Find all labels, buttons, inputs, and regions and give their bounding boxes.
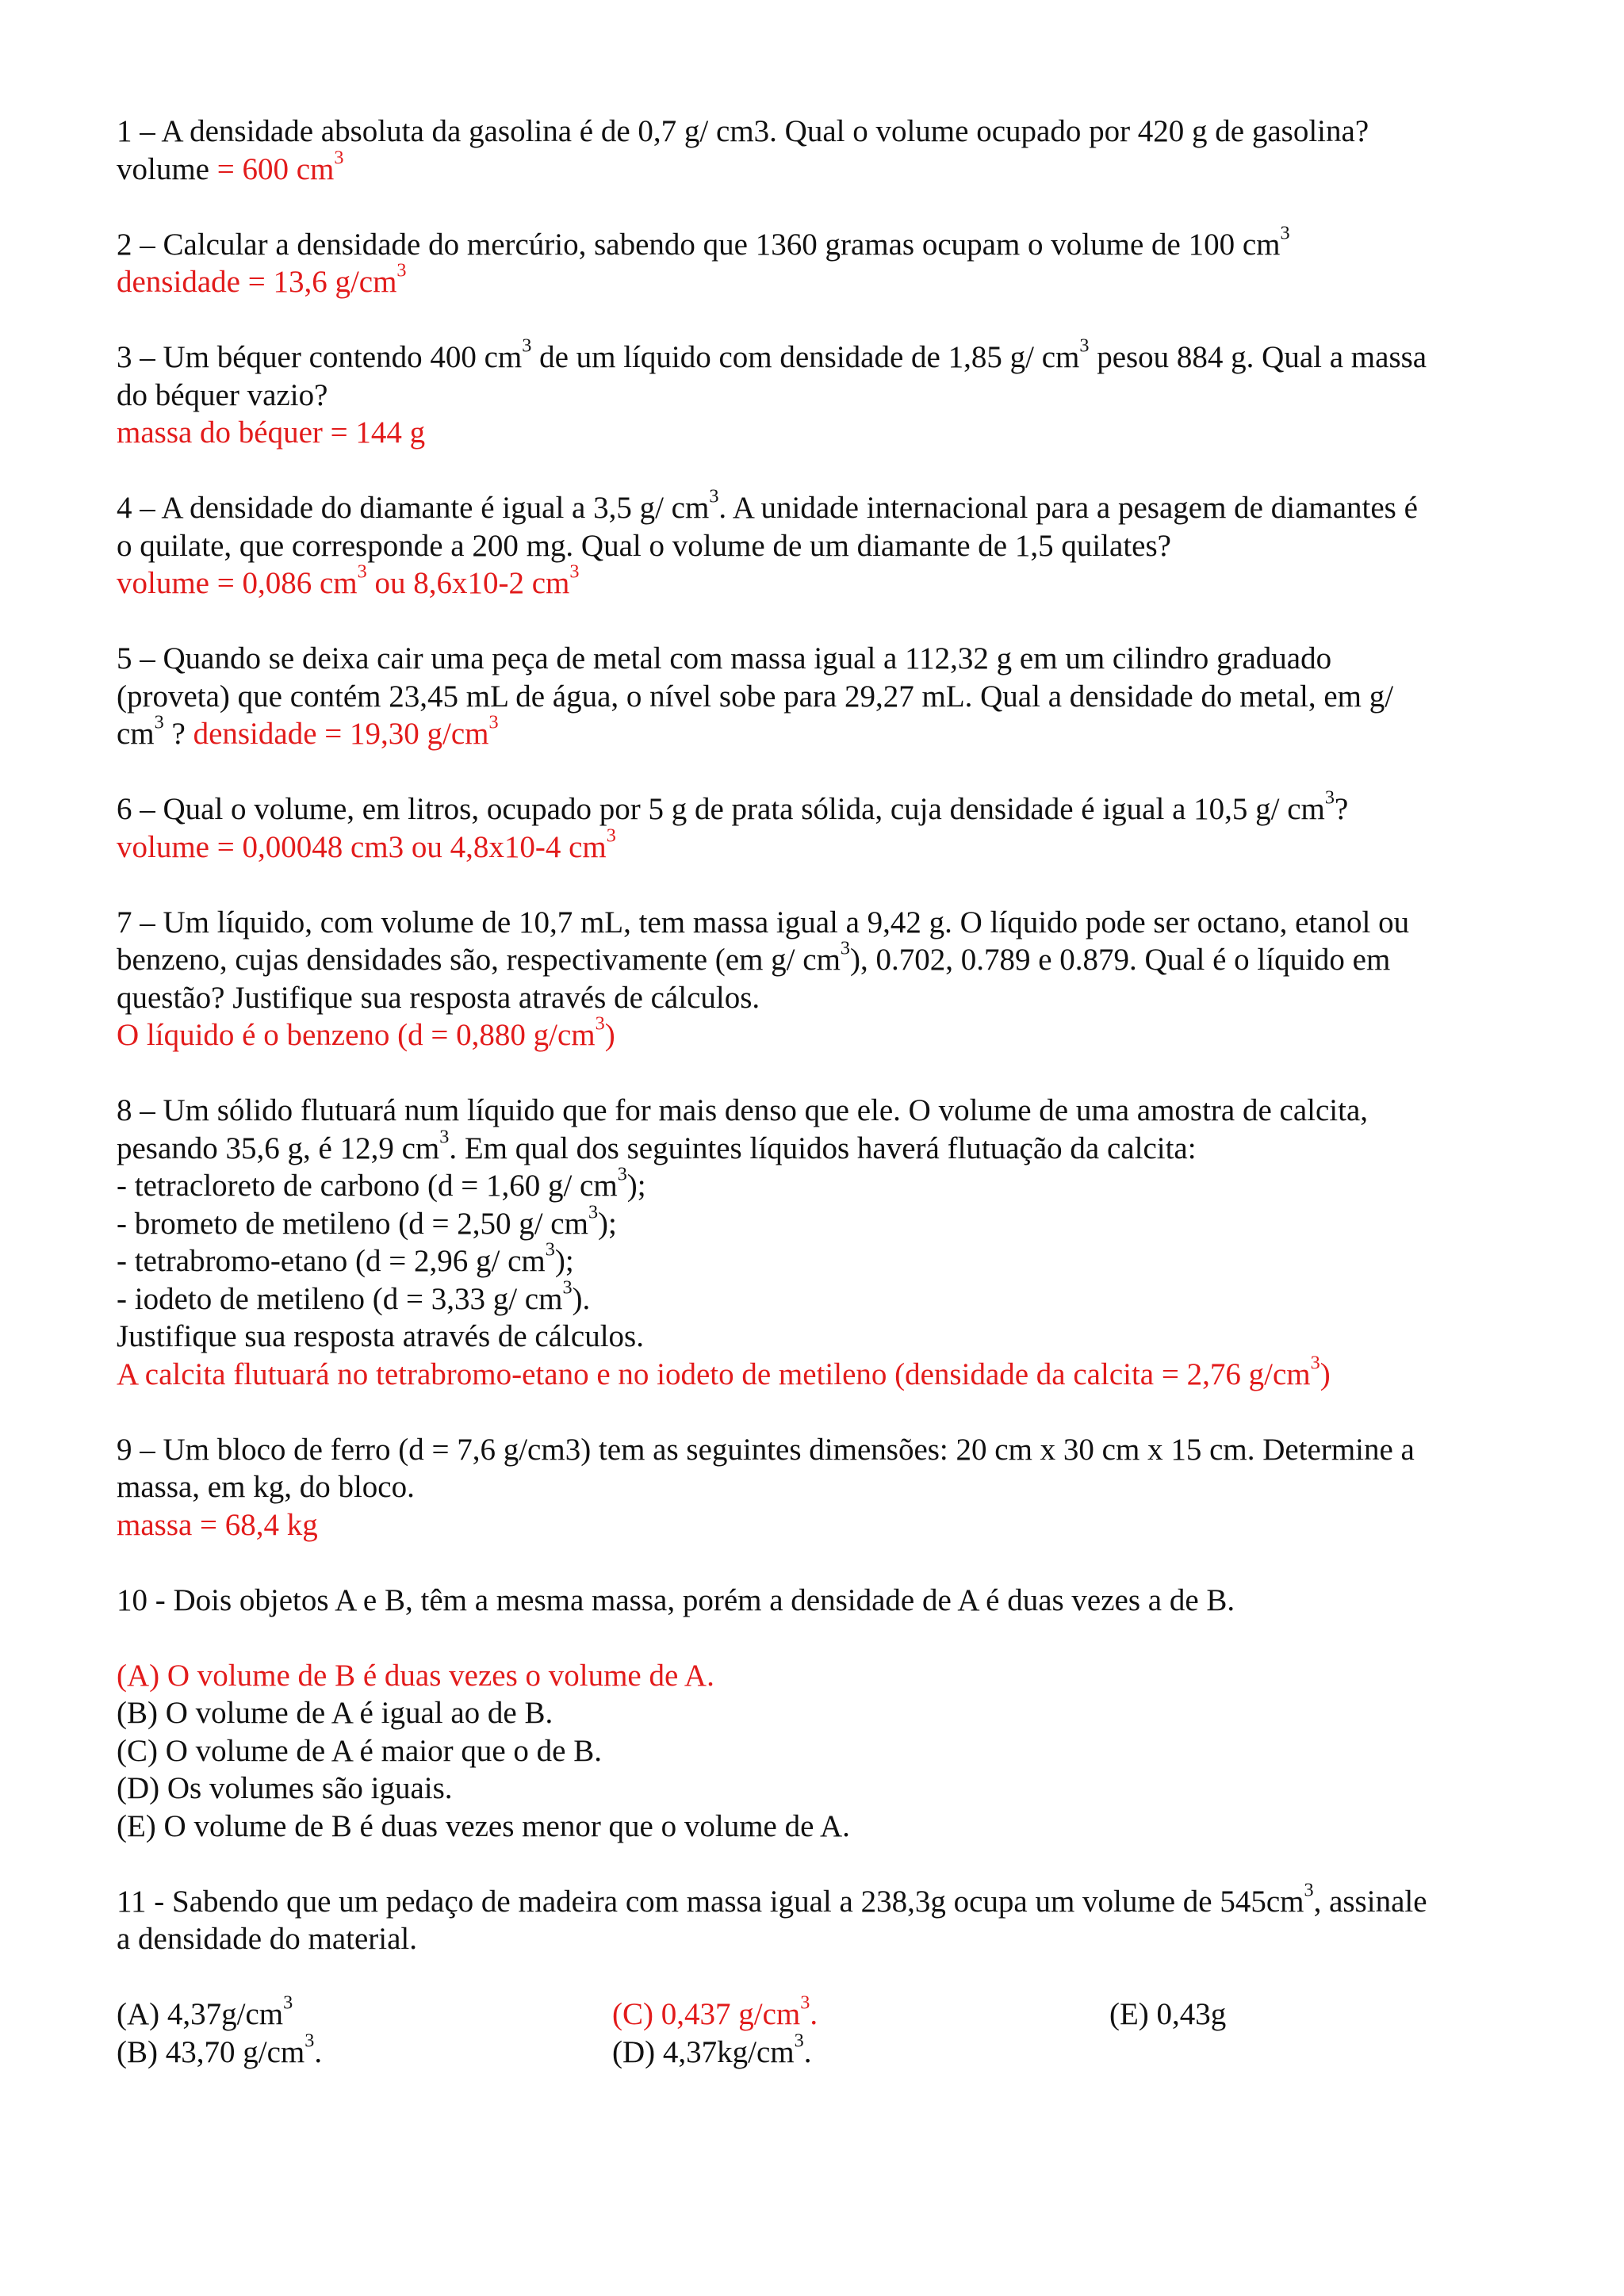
question-5-answer-line: $cm^3$ ? densidade = 19,30 $g/cm^3$ [117,711,499,751]
option-d: (D) $4,37kg/cm^3$. [612,2030,812,2069]
question-3-text: 3 – Um béquer contendo 400 $cm^3$ de um líquido com densidade de 1,85 g/ $cm^3$ pesou 884 g. Qual a massa [117,335,1427,374]
question-5 [117,640,1512,753]
question-6 [117,786,1512,866]
question-9-answer: massa = 68,4 kg [117,1507,318,1542]
question-1-answer: volume = 600 $cm^3$ [117,147,344,186]
question-5-text: 5 – Quando se deixa cair uma peça de metal com massa igual a 112,32 g em um cilindro graduado [117,641,1332,675]
option-a-correct: (A) O volume de B é duas vezes o volume de A. [117,1658,714,1693]
option-d: (D) Os volumes são iguais. [117,1771,453,1805]
question-10-text: 10 - Dois objetos A e B, têm a mesma massa, porém a densidade de A é duas vezes a de B. [117,1582,1235,1617]
question-3-answer: massa do béquer = 144 g [117,415,426,450]
question-2-text: 2 – Calcular a densidade do mercúrio, sabendo que 1360 gramas ocupam o volume de 100 $cm^3$ [117,222,1290,262]
question-2-answer: densidade = 13,6 $g/cm^3$ [117,259,407,299]
question-4 [117,485,1512,603]
option-e: (E) O volume de B é duas vezes menor que o volume de A. [117,1808,850,1843]
question-5-answer: densidade = 19,30 $g/cm^3$ [193,711,499,751]
option-e: (E) 0,43g [1109,1997,1227,2031]
question-7-text-end: questão? Justifique sua resposta através de cálculos. [117,980,760,1015]
question-6-answer: volume = 0,00048 cm3 ou 4,8x10-4 $cm^3$ [117,825,616,864]
question-3 [117,335,1512,452]
list-item: - brometo de metileno (d = 2,50 g/ $cm^3$); [117,1201,617,1241]
list-item: - tetracloreto de carbono (d = 1,60 g/ $cm^3$); [117,1163,646,1203]
question-10-options [117,1657,1512,1846]
list-item: - tetrabromo-etano (d = 2,96 g/ $cm^3$); [117,1238,574,1278]
question-7-text-cont: benzeno, cujas densidades são, respectivamente (em g/ $cm^3$), 0.702, 0.789 e 0.879. Qual é o líquido em [117,937,1391,977]
question-8-answer: A calcita flutuará no tetrabromo-etano e no iodeto de metileno (densidade da calcita = 2,76 $g/cm^3$) [117,1352,1331,1391]
option-b: (B) 43,70 $g/cm^3$. [117,2030,323,2069]
option-c: (C) O volume de A é maior que o de B. [117,1733,602,1768]
question-7 [117,904,1512,1054]
question-11-options [117,1992,1512,2071]
list-item: - iodeto de metileno (d = 3,33 g/ $cm^3$). [117,1276,591,1316]
question-8 [117,1092,1512,1393]
question-3-text-cont: do béquer vazio? [117,377,328,412]
question-10 [117,1582,1512,1620]
question-9-text: 9 – Um bloco de ferro (d = 7,6 g/cm3) tem as seguintes dimensões: 20 cm x 30 cm x 15 cm. Determine a [117,1432,1415,1467]
option-a: (A) $4,37g/cm^3$ [117,1992,293,2031]
exercise-page [117,113,1512,2071]
question-9 [117,1431,1512,1544]
question-9-text-cont: massa, em kg, do bloco. [117,1470,415,1504]
question-11-text: 11 - Sabendo que um pedaço de madeira com massa igual a 238,3g ocupa um volume de $545cm^3$, assinale [117,1879,1427,1919]
question-4-text: 4 – A densidade do diamante é igual a 3,5 g/ $cm^3$. A unidade internacional para a pesagem de diamantes é [117,485,1418,525]
option-c-correct: (C) 0,437 $g/cm^3$. [612,1992,818,2031]
question-11 [117,1879,1512,1958]
question-2 [117,222,1512,301]
question-8-instruction: Justifique sua resposta através de cálculos. [117,1319,644,1353]
question-1 [117,113,1512,188]
option-b: (B) O volume de A é igual ao de B. [117,1696,553,1730]
question-1-text: 1 – A densidade absoluta da gasolina é de 0,7 g/ cm3. Qual o volume ocupado por 420 g de gasolina? [117,114,1369,148]
question-7-text: 7 – Um líquido, com volume de 10,7 mL, tem massa igual a 9,42 g. O líquido pode ser octano, etanol ou [117,905,1410,939]
question-6-text: 6 – Qual o volume, em litros, ocupado por 5 g de prata sólida, cuja densidade é igual a 10,5 g/ $cm^3$? [117,786,1349,826]
question-8-text-cont: pesando 35,6 g, é 12,9 $cm^3$. Em qual dos seguintes líquidos haverá flutuação da calcita: [117,1126,1197,1165]
question-8-text: 8 – Um sólido flutuará num líquido que for mais denso que ele. O volume de uma amostra de calcita, [117,1093,1369,1127]
question-11-text-cont: a densidade do material. [117,1922,418,1956]
question-4-answer: volume = 0,086 $cm^3$ ou 8,6x10-2 $cm^3$ [117,561,580,600]
question-4-text-cont: o quilate, que corresponde a 200 mg. Qual o volume de um diamante de 1,5 quilates? [117,528,1171,563]
question-5-text-cont: (proveta) que contém 23,45 mL de água, o nível sobe para 29,27 mL. Qual a densidade do metal, em g/ [117,679,1394,714]
question-7-answer: O líquido é o benzeno (d = 0,880 $g/cm^3$) [117,1012,615,1052]
